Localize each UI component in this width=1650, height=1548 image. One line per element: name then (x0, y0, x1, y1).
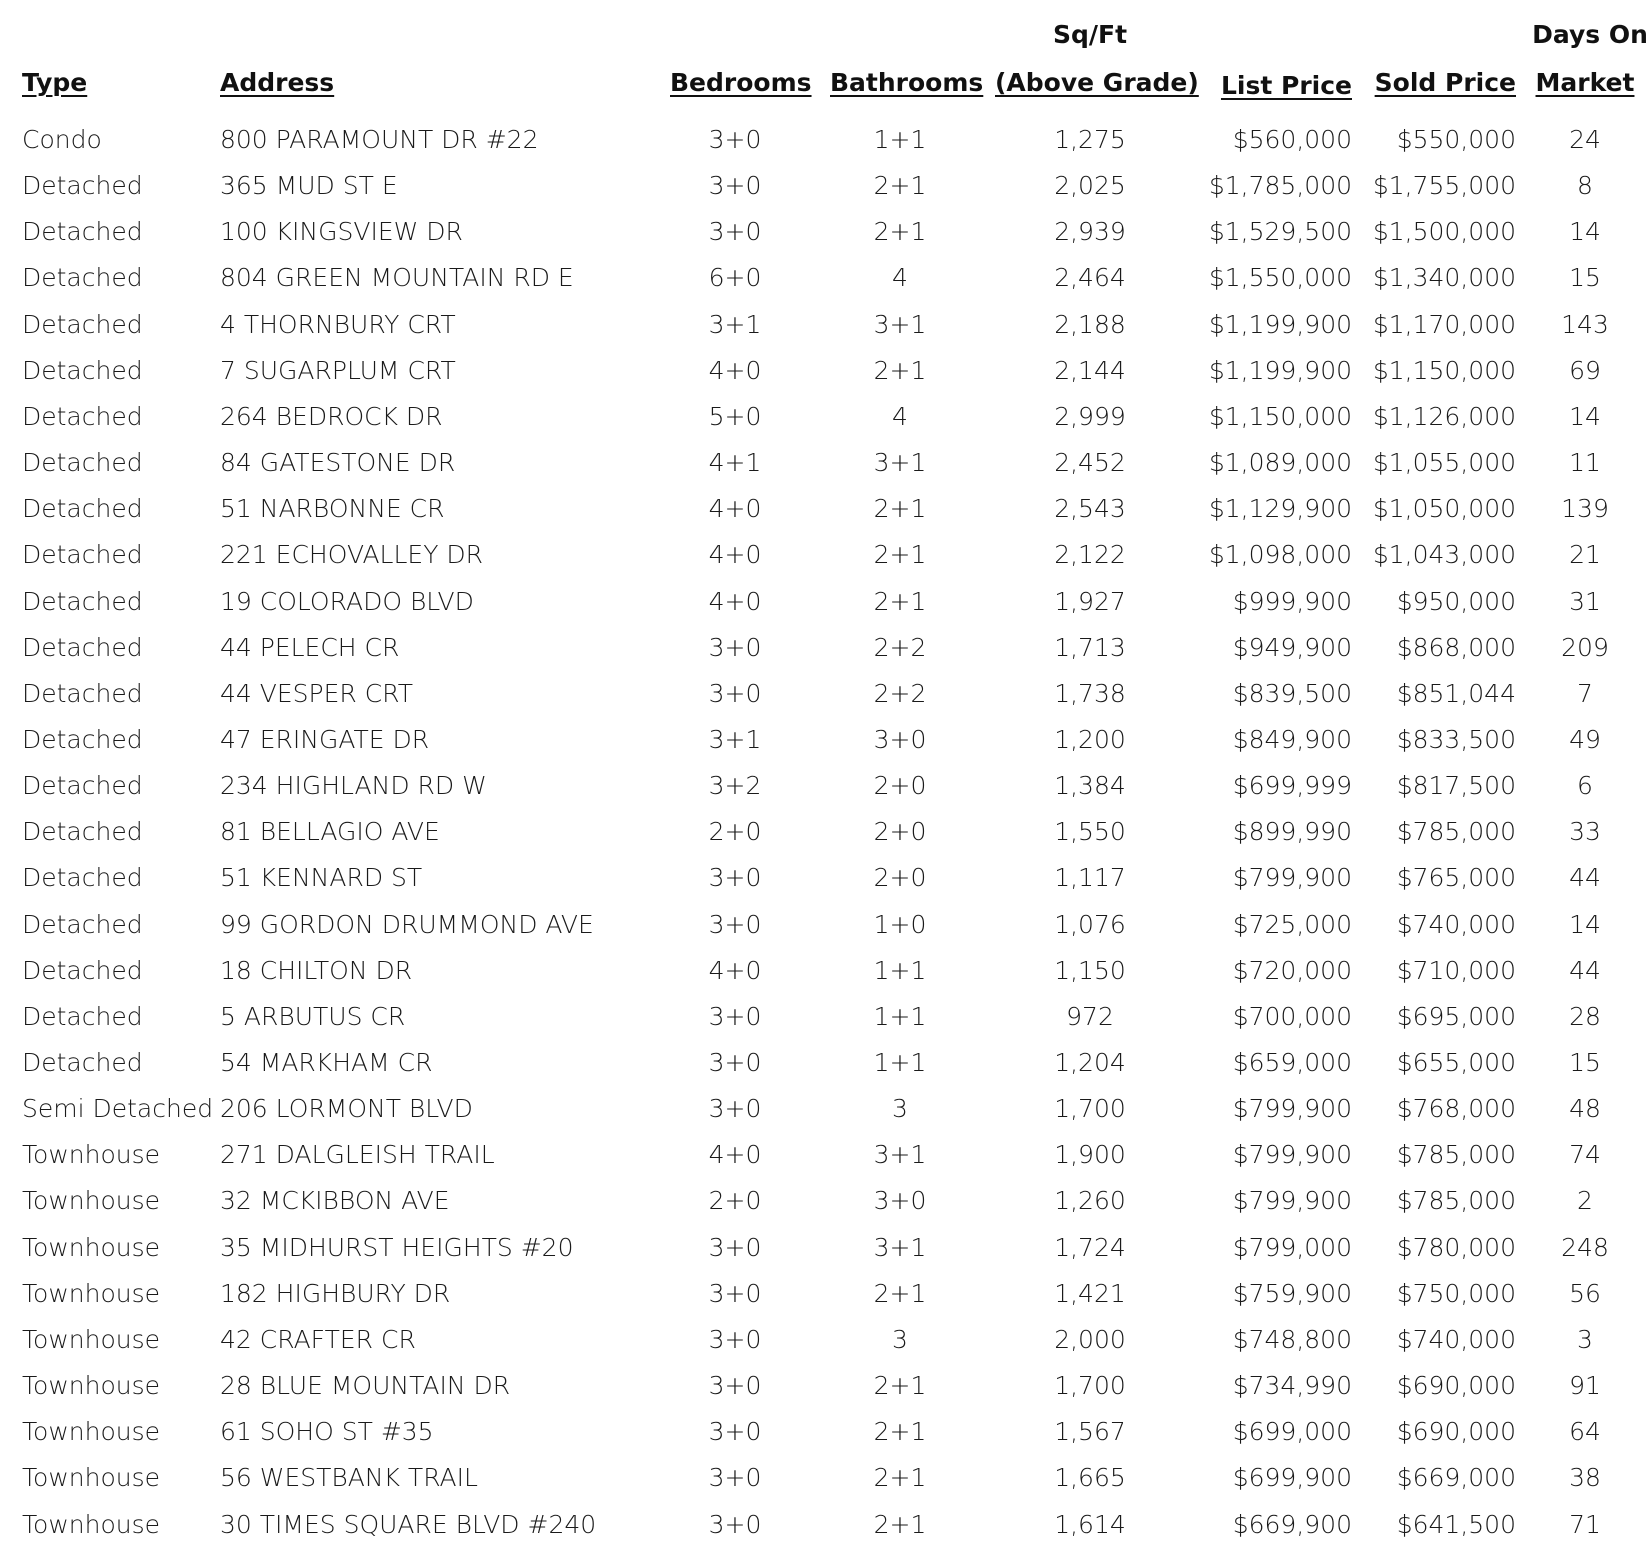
header-bathrooms: Bathrooms (830, 68, 984, 97)
cell-days-on-market: 71 (1569, 1509, 1601, 1539)
cell-list-price: $699,999 (1232, 771, 1352, 801)
cell-list-price: $849,900 (1232, 724, 1352, 754)
header-list-price: List Price (1220, 71, 1352, 100)
header-address: Address (220, 68, 335, 97)
cell-type: Townhouse (22, 1371, 161, 1401)
cell-bathrooms: 2+2 (873, 678, 927, 708)
cell-sold-price: $1,126,000 (1372, 401, 1516, 431)
cell-bedrooms: 4+0 (708, 955, 762, 985)
cell-days-on-market: 209 (1561, 632, 1609, 662)
table-row (0, 1317, 1650, 1363)
cell-type: Detached (22, 217, 143, 247)
cell-type: Detached (22, 632, 143, 662)
cell-type: Detached (22, 540, 143, 570)
cell-bathrooms: 3+0 (873, 1186, 927, 1216)
cell-bedrooms: 6+0 (708, 263, 762, 293)
cell-sqft: 1,700 (1054, 1371, 1126, 1401)
cell-type: Detached (22, 1001, 143, 1031)
cell-list-price: $1,550,000 (1208, 263, 1352, 293)
cell-sqft: 2,464 (1054, 263, 1126, 293)
cell-sold-price: $550,000 (1396, 125, 1516, 154)
cell-list-price: $899,990 (1232, 817, 1352, 847)
cell-list-price: $799,900 (1232, 1094, 1352, 1124)
cell-bathrooms: 1+1 (873, 1001, 927, 1031)
cell-sqft: 1,275 (1054, 125, 1126, 154)
cell-address: 51 KENNARD ST (220, 863, 423, 893)
cell-list-price: $1,785,000 (1208, 171, 1352, 201)
cell-sqft: 1,713 (1054, 632, 1126, 662)
cell-type: Detached (22, 309, 143, 339)
table-row (0, 1040, 1650, 1086)
cell-sold-price: $740,000 (1396, 1324, 1516, 1354)
cell-bathrooms: 2+1 (873, 586, 927, 616)
cell-sqft: 1,567 (1054, 1417, 1126, 1447)
cell-days-on-market: 69 (1569, 355, 1601, 385)
cell-sqft: 972 (1066, 1001, 1114, 1031)
cell-type: Detached (22, 909, 143, 939)
cell-days-on-market: 64 (1569, 1417, 1601, 1447)
cell-days-on-market: 15 (1569, 1048, 1601, 1077)
cell-sold-price: $1,340,000 (1372, 263, 1516, 293)
header-dom-line1: Days On (1532, 20, 1648, 49)
cell-address: 47 ERINGATE DR (220, 724, 430, 754)
cell-bedrooms: 4+1 (708, 448, 762, 478)
cell-sqft: 2,122 (1054, 540, 1126, 570)
cell-bedrooms: 3+0 (708, 1324, 762, 1354)
cell-address: 81 BELLAGIO AVE (220, 817, 440, 847)
cell-bedrooms: 3+0 (708, 1463, 762, 1493)
cell-type: Detached (22, 724, 143, 754)
cell-address: 234 HIGHLAND RD W (220, 771, 487, 801)
cell-address: 4 THORNBURY CRT (220, 309, 456, 339)
cell-bathrooms: 2+1 (873, 1463, 927, 1493)
table-row (0, 579, 1650, 625)
cell-sold-price: $785,000 (1396, 1186, 1516, 1216)
cell-sqft: 1,550 (1054, 817, 1126, 847)
cell-address: 5 ARBUTUS CR (220, 1001, 406, 1031)
cell-bathrooms: 2+1 (873, 1509, 927, 1539)
table-row (0, 394, 1650, 440)
cell-bedrooms: 3+0 (708, 217, 762, 247)
cell-sqft: 2,939 (1054, 217, 1126, 247)
cell-bathrooms: 1+0 (873, 909, 927, 939)
cell-address: 44 VESPER CRT (220, 678, 413, 708)
cell-bedrooms: 4+0 (708, 586, 762, 616)
table-row (0, 1086, 1650, 1132)
cell-sold-price: $690,000 (1396, 1371, 1516, 1401)
cell-list-price: $748,800 (1232, 1324, 1352, 1354)
cell-days-on-market: 139 (1561, 494, 1609, 524)
cell-days-on-market: 38 (1569, 1463, 1601, 1493)
cell-bedrooms: 3+0 (708, 1001, 762, 1031)
cell-type: Detached (22, 171, 143, 201)
cell-address: 264 BEDROCK DR (220, 401, 443, 431)
cell-address: 206 LORMONT BLVD (220, 1094, 473, 1124)
cell-bathrooms: 2+1 (873, 1417, 927, 1447)
cell-type: Detached (22, 401, 143, 431)
cell-address: 84 GATESTONE DR (220, 448, 456, 478)
cell-list-price: $1,199,900 (1208, 355, 1352, 385)
cell-type: Detached (22, 955, 143, 985)
cell-days-on-market: 49 (1569, 724, 1601, 754)
header-type: Type (22, 68, 88, 97)
cell-bathrooms: 3+1 (873, 309, 927, 339)
cell-address: 51 NARBONNE CR (220, 494, 445, 524)
table-row (0, 209, 1650, 255)
table-row (0, 348, 1650, 394)
table-row (0, 902, 1650, 948)
cell-sold-price: $669,000 (1396, 1463, 1516, 1493)
cell-sqft: 1,665 (1054, 1463, 1126, 1493)
cell-bedrooms: 3+0 (708, 909, 762, 939)
cell-type: Detached (22, 771, 143, 801)
cell-address: 182 HIGHBURY DR (220, 1278, 451, 1308)
cell-sqft: 2,543 (1054, 494, 1126, 524)
cell-sold-price: $785,000 (1396, 1140, 1516, 1170)
cell-sqft: 1,200 (1054, 724, 1126, 754)
header-sqft-line2: (Above Grade) (995, 68, 1199, 97)
cell-sold-price: $1,150,000 (1372, 355, 1516, 385)
cell-type: Townhouse (22, 1463, 161, 1493)
cell-type: Townhouse (22, 1232, 161, 1262)
header-sold-price: Sold Price (1374, 68, 1516, 97)
cell-address: 44 PELECH CR (220, 632, 400, 662)
cell-days-on-market: 44 (1569, 863, 1601, 893)
cell-sqft: 1,421 (1054, 1278, 1126, 1308)
cell-sold-price: $750,000 (1396, 1278, 1516, 1308)
cell-bedrooms: 3+0 (708, 863, 762, 893)
table-row (0, 671, 1650, 717)
cell-bathrooms: 2+1 (873, 1278, 927, 1308)
cell-type: Townhouse (22, 1186, 161, 1216)
table-row (0, 948, 1650, 994)
cell-address: 19 COLORADO BLVD (220, 586, 474, 616)
cell-bathrooms: 3+0 (873, 724, 927, 754)
cell-sqft: 1,204 (1054, 1048, 1126, 1077)
cell-list-price: $725,000 (1232, 909, 1352, 939)
cell-bathrooms: 1+1 (873, 955, 927, 985)
cell-bathrooms: 2+0 (873, 817, 927, 847)
table-row (0, 625, 1650, 671)
cell-list-price: $759,900 (1232, 1278, 1352, 1308)
cell-list-price: $720,000 (1232, 955, 1352, 985)
cell-bedrooms: 3+1 (708, 309, 762, 339)
cell-bathrooms: 4 (892, 401, 908, 431)
cell-list-price: $1,089,000 (1208, 448, 1352, 478)
table-row (0, 1409, 1650, 1455)
cell-sqft: 1,724 (1054, 1232, 1126, 1262)
cell-bedrooms: 4+0 (708, 540, 762, 570)
table-row (0, 440, 1650, 486)
cell-sqft: 1,150 (1054, 955, 1126, 985)
cell-list-price: $1,529,500 (1208, 217, 1352, 247)
cell-bathrooms: 2+1 (873, 217, 927, 247)
cell-type: Townhouse (22, 1278, 161, 1308)
cell-sqft: 1,117 (1054, 863, 1126, 893)
cell-list-price: $1,129,900 (1208, 494, 1352, 524)
cell-bathrooms: 2+1 (873, 494, 927, 524)
cell-type: Detached (22, 355, 143, 385)
table-row (0, 994, 1650, 1040)
cell-bathrooms: 2+2 (873, 632, 927, 662)
cell-address: 28 BLUE MOUNTAIN DR (220, 1371, 511, 1401)
cell-sold-price: $765,000 (1396, 863, 1516, 893)
cell-list-price: $799,900 (1232, 1186, 1352, 1216)
cell-type: Townhouse (22, 1140, 161, 1170)
cell-sold-price: $740,000 (1396, 909, 1516, 939)
cell-bedrooms: 4+0 (708, 494, 762, 524)
cell-sold-price: $1,170,000 (1372, 309, 1516, 339)
cell-sold-price: $1,755,000 (1372, 171, 1516, 201)
cell-address: 32 MCKIBBON AVE (220, 1186, 450, 1216)
cell-bathrooms: 1+1 (873, 125, 927, 154)
cell-bathrooms: 2+0 (873, 863, 927, 893)
cell-bathrooms: 2+1 (873, 355, 927, 385)
cell-sqft: 1,614 (1054, 1509, 1126, 1539)
cell-address: 365 MUD ST E (220, 171, 398, 201)
cell-bathrooms: 3 (892, 1094, 908, 1124)
table-row (0, 1178, 1650, 1224)
cell-type: Detached (22, 263, 143, 293)
cell-address: 7 SUGARPLUM CRT (220, 355, 456, 385)
cell-bathrooms: 3 (892, 1324, 908, 1354)
cell-days-on-market: 44 (1569, 955, 1601, 985)
cell-days-on-market: 21 (1569, 540, 1601, 570)
cell-days-on-market: 6 (1577, 771, 1593, 801)
cell-address: 99 GORDON DRUMMOND AVE (220, 909, 594, 939)
cell-type: Townhouse (22, 1324, 161, 1354)
cell-sold-price: $695,000 (1396, 1001, 1516, 1031)
cell-bedrooms: 4+0 (708, 1140, 762, 1170)
cell-bathrooms: 3+1 (873, 448, 927, 478)
cell-bedrooms: 2+0 (708, 1186, 762, 1216)
cell-type: Detached (22, 586, 143, 616)
table-row (0, 302, 1650, 348)
cell-type: Condo (22, 125, 102, 154)
cell-type: Detached (22, 678, 143, 708)
cell-bathrooms: 3+1 (873, 1232, 927, 1262)
cell-days-on-market: 7 (1577, 678, 1593, 708)
cell-type: Semi Detached (22, 1094, 214, 1124)
cell-address: 804 GREEN MOUNTAIN RD E (220, 263, 574, 293)
header-bedrooms: Bedrooms (670, 68, 812, 97)
cell-sold-price: $1,055,000 (1372, 448, 1516, 478)
cell-bedrooms: 3+1 (708, 724, 762, 754)
cell-address: 54 MARKHAM CR (220, 1048, 433, 1077)
cell-list-price: $999,900 (1232, 586, 1352, 616)
cell-days-on-market: 14 (1569, 217, 1601, 247)
cell-sqft: 1,700 (1054, 1094, 1126, 1124)
cell-sold-price: $868,000 (1396, 632, 1516, 662)
cell-bedrooms: 3+0 (708, 1417, 762, 1447)
cell-address: 56 WESTBANK TRAIL (220, 1463, 478, 1493)
table-row (0, 117, 1650, 163)
cell-type: Detached (22, 817, 143, 847)
cell-sqft: 2,452 (1054, 448, 1126, 478)
cell-bedrooms: 4+0 (708, 355, 762, 385)
cell-type: Townhouse (22, 1509, 161, 1539)
cell-days-on-market: 33 (1569, 817, 1601, 847)
cell-sold-price: $950,000 (1396, 586, 1516, 616)
cell-list-price: $699,900 (1232, 1463, 1352, 1493)
cell-address: 61 SOHO ST #35 (220, 1417, 434, 1447)
table-row (0, 1363, 1650, 1409)
cell-sqft: 1,900 (1054, 1140, 1126, 1170)
cell-address: 100 KINGSVIEW DR (220, 217, 463, 247)
cell-bathrooms: 3+1 (873, 1140, 927, 1170)
cell-bathrooms: 2+0 (873, 771, 927, 801)
cell-address: 221 ECHOVALLEY DR (220, 540, 484, 570)
cell-bedrooms: 3+0 (708, 1094, 762, 1124)
cell-days-on-market: 11 (1569, 448, 1601, 478)
cell-bedrooms: 3+0 (708, 632, 762, 662)
cell-days-on-market: 24 (1569, 125, 1601, 154)
cell-sold-price: $710,000 (1396, 955, 1516, 985)
cell-list-price: $669,900 (1232, 1509, 1352, 1539)
table-row (0, 255, 1650, 301)
cell-sold-price: $655,000 (1396, 1048, 1516, 1077)
cell-days-on-market: 143 (1561, 309, 1609, 339)
table-row (0, 1455, 1650, 1501)
cell-type: Detached (22, 1048, 143, 1077)
cell-sold-price: $768,000 (1396, 1094, 1516, 1124)
cell-type: Detached (22, 863, 143, 893)
cell-sqft: 2,025 (1054, 171, 1126, 201)
cell-list-price: $1,150,000 (1208, 401, 1352, 431)
header-sqft-line1: Sq/Ft (1052, 20, 1128, 49)
cell-days-on-market: 48 (1569, 1094, 1601, 1124)
table-row (0, 163, 1650, 209)
cell-sold-price: $641,500 (1396, 1509, 1516, 1539)
cell-days-on-market: 31 (1569, 586, 1601, 616)
cell-type: Detached (22, 448, 143, 478)
header-dom-line2: Market (1535, 68, 1635, 97)
cell-sqft: 2,000 (1054, 1324, 1126, 1354)
cell-bathrooms: 2+1 (873, 171, 927, 201)
cell-bedrooms: 2+0 (708, 817, 762, 847)
cell-bedrooms: 3+0 (708, 678, 762, 708)
table-row (0, 763, 1650, 809)
cell-sqft: 2,999 (1054, 401, 1126, 431)
cell-sold-price: $1,043,000 (1372, 540, 1516, 570)
cell-days-on-market: 8 (1577, 171, 1593, 201)
cell-sold-price: $833,500 (1396, 724, 1516, 754)
cell-bedrooms: 3+0 (708, 1278, 762, 1308)
table-row (0, 809, 1650, 855)
cell-list-price: $699,000 (1232, 1417, 1352, 1447)
cell-type: Townhouse (22, 1417, 161, 1447)
cell-days-on-market: 91 (1569, 1371, 1601, 1401)
cell-sold-price: $851,044 (1396, 678, 1516, 708)
table-row (0, 1271, 1650, 1317)
cell-days-on-market: 28 (1569, 1001, 1601, 1031)
cell-sqft: 1,927 (1054, 586, 1126, 616)
cell-bedrooms: 3+0 (708, 1371, 762, 1401)
cell-list-price: $1,098,000 (1208, 540, 1352, 570)
cell-list-price: $734,990 (1232, 1371, 1352, 1401)
cell-days-on-market: 15 (1569, 263, 1601, 293)
table-row (0, 1132, 1650, 1178)
cell-sqft: 1,384 (1054, 771, 1126, 801)
cell-address: 271 DALGLEISH TRAIL (220, 1140, 495, 1170)
cell-sqft: 1,076 (1054, 909, 1126, 939)
cell-sold-price: $1,500,000 (1372, 217, 1516, 247)
cell-address: 800 PARAMOUNT DR #22 (220, 125, 539, 154)
cell-list-price: $949,900 (1232, 632, 1352, 662)
cell-list-price: $799,900 (1232, 1140, 1352, 1170)
cell-days-on-market: 74 (1569, 1140, 1601, 1170)
cell-days-on-market: 14 (1569, 401, 1601, 431)
cell-bedrooms: 3+0 (708, 171, 762, 201)
cell-bedrooms: 3+0 (708, 125, 762, 154)
table-row (0, 1225, 1650, 1271)
cell-list-price: $560,000 (1232, 125, 1352, 154)
cell-address: 42 CRAFTER CR (220, 1324, 416, 1354)
cell-list-price: $839,500 (1232, 678, 1352, 708)
cell-days-on-market: 2 (1577, 1186, 1593, 1216)
cell-bedrooms: 3+0 (708, 1232, 762, 1262)
cell-bathrooms: 2+1 (873, 540, 927, 570)
cell-bathrooms: 1+1 (873, 1048, 927, 1077)
cell-sold-price: $785,000 (1396, 817, 1516, 847)
cell-address: 18 CHILTON DR (220, 955, 413, 985)
table-row (0, 855, 1650, 901)
cell-sqft: 1,738 (1054, 678, 1126, 708)
cell-bedrooms: 3+0 (708, 1048, 762, 1077)
cell-days-on-market: 248 (1561, 1232, 1609, 1262)
cell-address: 35 MIDHURST HEIGHTS #20 (220, 1232, 574, 1262)
cell-days-on-market: 56 (1569, 1278, 1601, 1308)
cell-bathrooms: 2+1 (873, 1371, 927, 1401)
cell-bedrooms: 3+2 (708, 771, 762, 801)
cell-list-price: $700,000 (1232, 1001, 1352, 1031)
cell-list-price: $799,000 (1232, 1232, 1352, 1262)
table-row (0, 717, 1650, 763)
cell-sqft: 2,188 (1054, 309, 1126, 339)
cell-list-price: $799,900 (1232, 863, 1352, 893)
cell-sqft: 1,260 (1054, 1186, 1126, 1216)
table-row (0, 532, 1650, 578)
cell-sold-price: $780,000 (1396, 1232, 1516, 1262)
cell-address: 30 TIMES SQUARE BLVD #240 (220, 1509, 597, 1539)
cell-days-on-market: 14 (1569, 909, 1601, 939)
cell-sqft: 2,144 (1054, 355, 1126, 385)
cell-bathrooms: 4 (892, 263, 908, 293)
cell-sold-price: $817,500 (1396, 771, 1516, 801)
cell-type: Detached (22, 494, 143, 524)
cell-bedrooms: 5+0 (708, 401, 762, 431)
table-row (0, 486, 1650, 532)
cell-days-on-market: 3 (1577, 1324, 1593, 1354)
cell-sold-price: $1,050,000 (1372, 494, 1516, 524)
cell-list-price: $659,000 (1232, 1048, 1352, 1077)
cell-bedrooms: 3+0 (708, 1509, 762, 1539)
cell-list-price: $1,199,900 (1208, 309, 1352, 339)
cell-sold-price: $690,000 (1396, 1417, 1516, 1447)
